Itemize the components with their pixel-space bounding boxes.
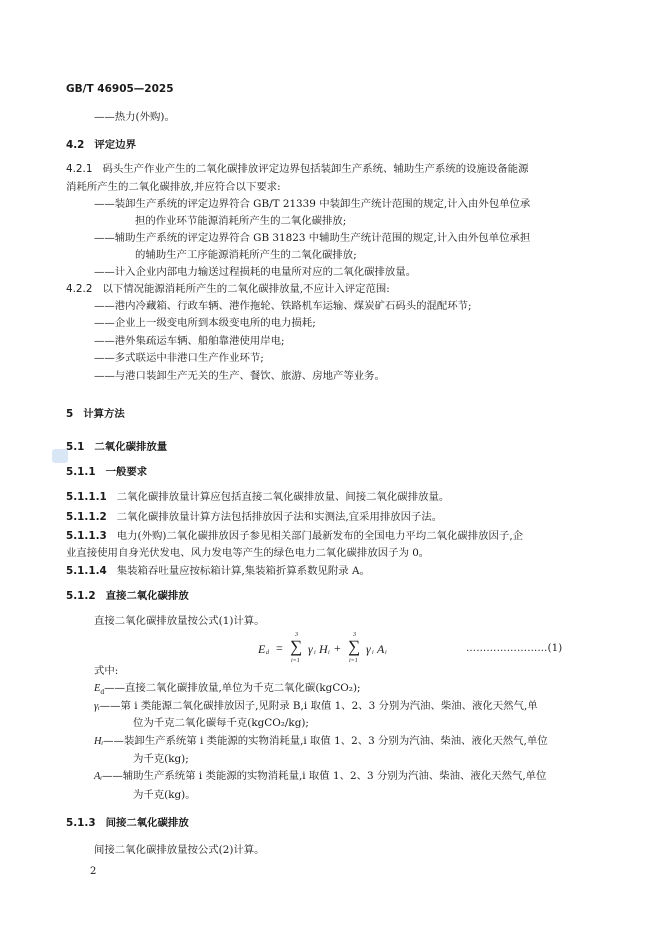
- paragraph: 5.1.1.4 集装箱吞吐量应按标箱计算,集装箱折算系数见附录 A。: [66, 565, 370, 577]
- paragraph-line: 业直接使用自身光伏发电、风力发电等产生的绿色电力二氧化碳排放因子为 0。: [66, 547, 430, 559]
- list-item: ——港外集疏运车辆、船舶靠港使用岸电;: [94, 335, 285, 347]
- list-item: ——热力(外购)。: [94, 111, 175, 123]
- paragraph: 4.2.2 以下情况能源消耗所产生的二氧化碳排放量,不应计入评定范围:: [66, 283, 390, 295]
- list-item: ——辅助生产系统的评定边界符合 GB 31823 中辅助生产统计范围的规定,计入由外包单位承担: [94, 232, 531, 244]
- list-item-cont: 担的作业环节能源消耗所产生的二氧化碳排放;: [135, 215, 347, 227]
- where-label: 式中:: [94, 665, 119, 677]
- variable-def: γᵢ——第 i 类能源二氧化碳排放因子,见附录 B,i 取值 1、2、3 分别为汽油、柴油、液化天然气,单: [94, 700, 538, 712]
- section-heading: 5.1.1 一般要求: [66, 466, 148, 478]
- paragraph: 间接二氧化碳排放量按公式(2)计算。: [94, 844, 265, 856]
- variable-def: Aᵢ——辅助生产系统第 i 类能源的实物消耗量,i 取值 1、2、3 分别为汽油、柴油、液化天然气,单位: [94, 770, 547, 782]
- section-heading: 5.1.3 间接二氧化碳排放: [66, 817, 189, 829]
- section-heading: 4.2 评定边界: [66, 139, 136, 151]
- paragraph: 5.1.1.1 二氧化碳排放量计算应包括直接二氧化碳排放量、间接二氧化碳排放量。: [66, 491, 450, 503]
- list-item: ——多式联运中非港口生产作业环节;: [94, 352, 264, 364]
- section-heading: 5 计算方法: [66, 408, 125, 420]
- variable-def-cont: 为千克(kg);: [133, 753, 189, 765]
- variable-def: Hᵢ——装卸生产系统第 i 类能源的实物消耗量,i 取值 1、2、3 分别为汽油、柴油、液化天然气,单位: [94, 735, 548, 747]
- variable-def: $E_d——$直接二氧化碳排放量,单位为千克二氧化碳(kgCO₂);: [94, 682, 361, 697]
- section-heading: 5.1.2 直接二氧化碳排放: [66, 590, 189, 602]
- list-item: ——计入企业内部电力输送过程损耗的电量所对应的二氧化碳排放量。: [94, 266, 417, 278]
- paragraph: 5.1.1.3 电力(外购)二氧化碳排放因子参见相关部门最新发布的全国电力平均二氧化碳排放因子,企: [66, 530, 524, 542]
- variable-def-cont: 为千克(kg)。: [133, 789, 196, 801]
- paragraph: 5.1.1.2 二氧化碳排放量计算方法包括排放因子法和实测法,宜采用排放因子法。: [66, 511, 443, 523]
- standard-header: GB/T 46905—2025: [66, 83, 174, 95]
- list-item: ——与港口装卸生产无关的生产、餐饮、旅游、房地产等业务。: [94, 370, 385, 382]
- list-item-cont: 的辅助生产工序能源消耗所产生的二氧化碳排放;: [135, 249, 357, 261]
- variable-def-cont: 位为千克二氧化碳每千克(kgCO₂/kg);: [133, 717, 309, 729]
- paragraph: 4.2.1 码头生产作业产生的二氧化碳排放评定边界包括装卸生产系统、辅助生产系统的设施设备能源: [66, 163, 529, 175]
- paragraph-line: 消耗所产生的二氧化碳排放,并应符合以下要求:: [66, 181, 281, 193]
- section-heading: 5.1 二氧化碳排放量: [66, 441, 168, 453]
- list-item: ——企业上一级变电所到本级变电所的电力损耗;: [94, 317, 316, 329]
- paragraph: 直接二氧化碳排放量按公式(1)计算。: [94, 615, 265, 627]
- formula-1: E d = 3 ∑ i=1 γ i H i + 3 ∑ i=1 γ i A i: [258, 632, 387, 664]
- formula-number: ……………………(1): [466, 643, 563, 654]
- list-item: ——装卸生产系统的评定边界符合 GB/T 21339 中装卸生产统计范围的规定,计入由外包单位承: [94, 198, 531, 210]
- list-item: ——港内冷藏箱、行政车辆、港作拖轮、铁路机车运输、煤炭矿石码头的混配环节;: [94, 300, 472, 312]
- page-number: 2: [90, 866, 97, 877]
